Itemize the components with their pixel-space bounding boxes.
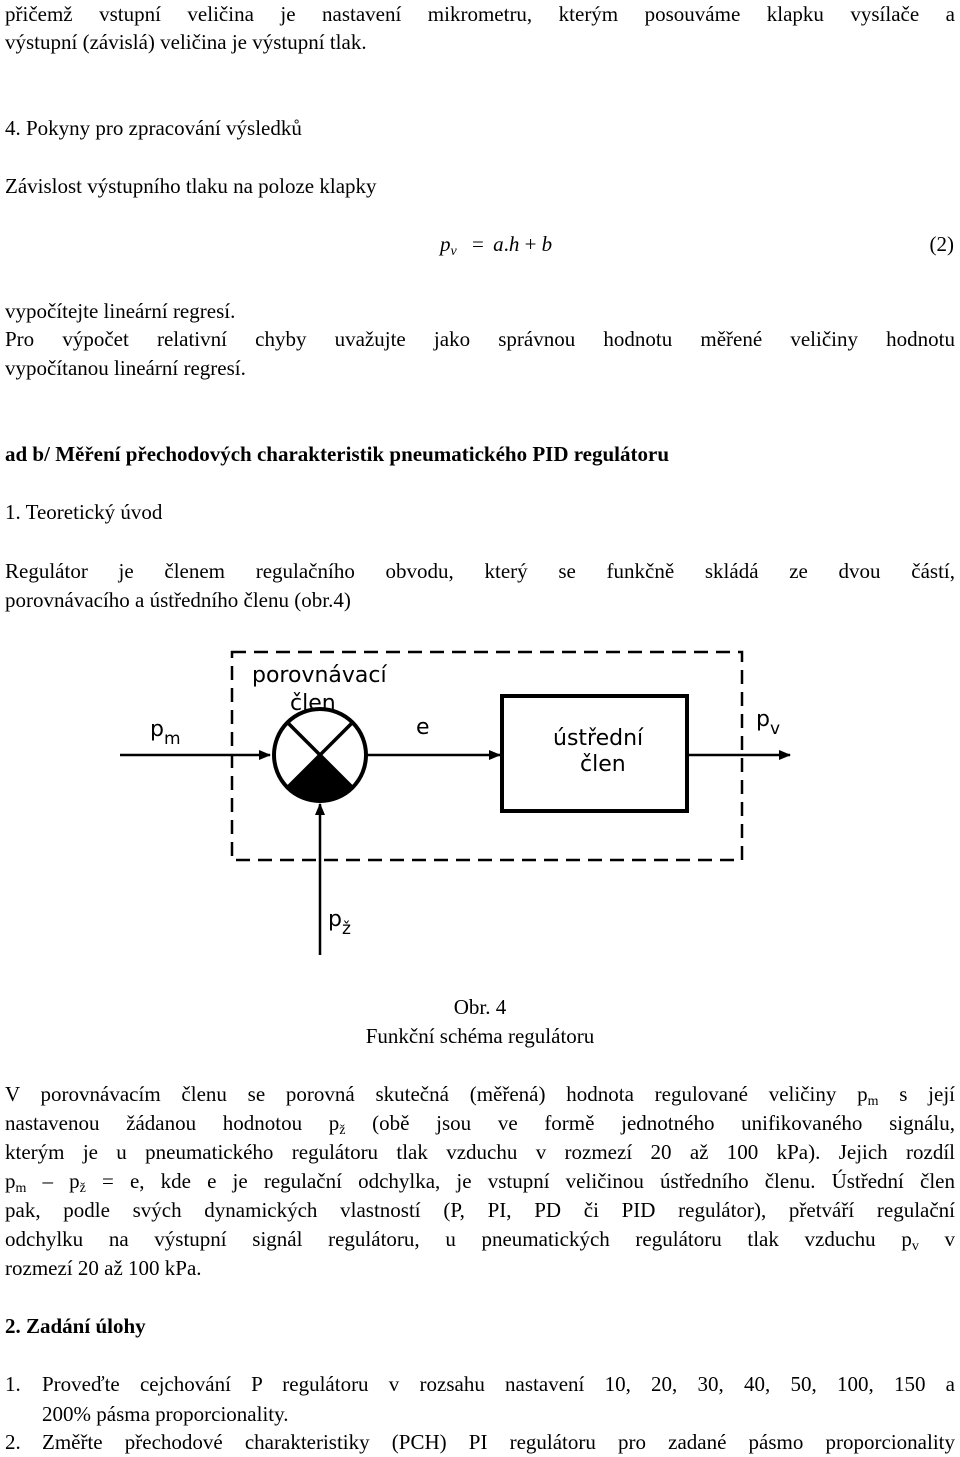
- eq-b: b: [541, 232, 553, 256]
- input-label: $p_m$: [150, 717, 181, 749]
- intro-line-1: přičemž vstupní veličina je nastavení mikrometru, kterým posouváme klapku vysílače a: [5, 2, 955, 26]
- equation-2: [440, 230, 552, 259]
- section-2-heading: 2. Zadání úlohy: [5, 1314, 146, 1338]
- part-b-heading: ad b/ Měření přechodových charakteristik pneumatického PID regulátoru: [5, 442, 670, 466]
- eq-lhs-sub: v: [450, 244, 457, 259]
- eq-a: a: [493, 232, 504, 256]
- section-4-para-line-3: vypočítanou lineární regresí.: [5, 356, 246, 380]
- section-4-para-line-1: vypočítejte lineární regresí.: [5, 299, 236, 323]
- central-unit-label-line-2: člen: [580, 752, 626, 777]
- task-item-1-line-2: 200% pásma proporcionality.: [42, 1402, 289, 1426]
- error-label: e: [416, 715, 430, 740]
- figure-caption-title: Funkční schéma regulátoru: [365, 1024, 595, 1048]
- p2-line-1: V porovnávacím členu se porovná skutečná (měřená) hodnota regulované veličiny $p_m$ s její: [5, 1082, 956, 1109]
- eq-dot: .: [503, 232, 509, 256]
- task-item-1-line-1: Proveďte cejchování P regulátoru v rozsahu nastavení 10, 20, 30, 40, 50, 100, 150 a: [42, 1372, 955, 1396]
- comparator-symbol: [274, 709, 366, 801]
- eq-equals: =: [471, 232, 484, 256]
- p2-line-6: odchylku na výstupní signál regulátoru, u pneumatických regulátoru tlak vzduchu $p_v$ v: [5, 1227, 956, 1254]
- regulator-block-diagram: [0, 630, 960, 960]
- equation-number: (2): [929, 232, 954, 256]
- eq-lhs: p: [440, 232, 451, 256]
- subsection-1-heading: 1. Teoretický úvod: [5, 500, 163, 524]
- p2-line-4: $p_m - p_ž = e$, kde e je regulační odchylka, je vstupní veličinou ústředního členu. Ústřední člen: [5, 1169, 955, 1196]
- comparator-label-line-1: porovnávací: [252, 663, 387, 688]
- figure-caption-number: Obr. 4: [453, 995, 507, 1019]
- setpoint-label: $p_ž$: [328, 907, 351, 939]
- p2-line-5: pak, podle svých dynamických vlastností (P, PI, PD či PID regulátor), přetváří regulační: [5, 1198, 955, 1222]
- section-4-heading: 4. Pokyny pro zpracování výsledků: [5, 116, 302, 140]
- task-item-2-line-1: Změřte přechodové charakteristiky (PCH) PI regulátoru pro zadané pásmo proporcionality: [42, 1430, 955, 1454]
- task-item-1-number: 1.: [5, 1372, 21, 1396]
- eq-h: h: [508, 232, 520, 256]
- task-item-2-number: 2.: [5, 1430, 21, 1454]
- comparator-label-line-2: člen: [290, 691, 336, 716]
- p2-line-3: kterým je u pneumatického regulátoru tlak vzduchu v rozmezí 20 až 100 kPa). Jejich rozdíl: [5, 1140, 955, 1164]
- part-b-para-line-1: Regulátor je členem regulačního obvodu, který se funkčně skládá ze dvou částí,: [5, 559, 955, 583]
- section-4-sentence: Závislost výstupního tlaku na poloze klapky: [5, 174, 377, 198]
- eq-plus: +: [524, 232, 537, 256]
- p2-line-2: nastavenou žádanou hodnotou $p_ž$ (obě jsou ve formě jednotného unifikovaného signálu,: [5, 1111, 955, 1138]
- p2-line-7: rozmezí 20 až 100 kPa.: [5, 1256, 202, 1280]
- output-label: $p_v$: [756, 707, 781, 739]
- intro-line-2: výstupní (závislá) veličina je výstupní tlak.: [5, 30, 367, 54]
- part-b-para-line-2: porovnávacího a ústředního členu (obr.4): [5, 588, 351, 612]
- section-4-para-line-2: Pro výpočet relativní chyby uvažujte jako správnou hodnotu měřené veličiny hodnotu: [5, 327, 955, 351]
- central-unit-label-line-1: ústřední: [553, 726, 644, 751]
